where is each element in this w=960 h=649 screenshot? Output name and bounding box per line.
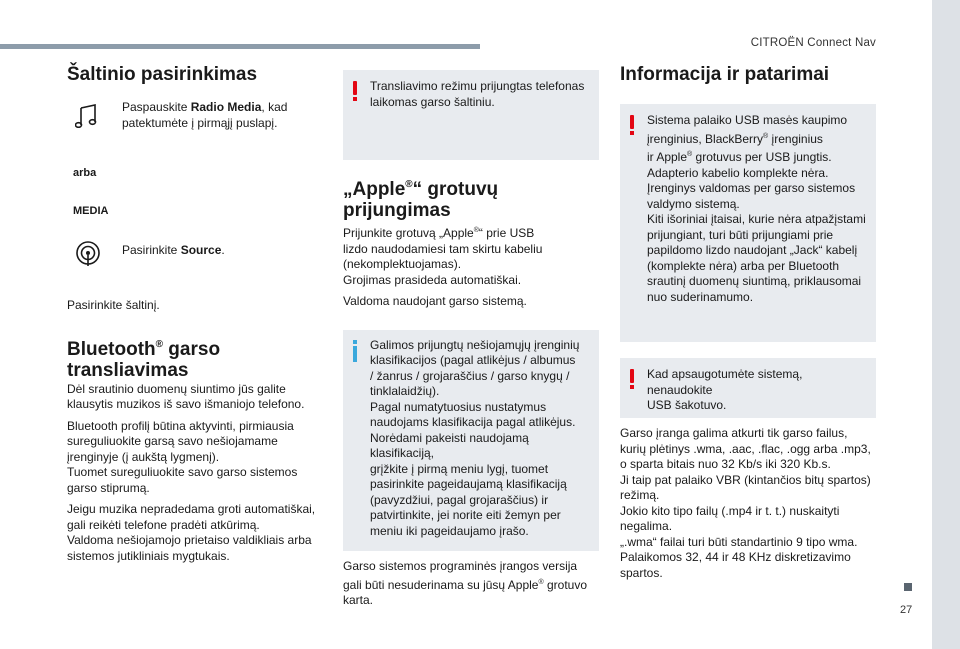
warning-box-hub bbox=[620, 358, 876, 418]
formats-paragraph: Garso įranga galima atkurti tik garso failus, kurių plėtinys .wma, .aac, .flac, .ogg arba .mp3, o sparta bitais nuo 32 Kb/s iki 320 Kb.s. Ji taip pat palaiko VBR (kintančios bitų spartos) režimą. Jokio kito tipo failų (.mp4 ir t. t.) nuskaityti negalima. „.wma“ failai turi būti standartinio 9 tipo wma. Palaikomos 32, 44 ir 48 KHz diskretizavimo spartos. bbox=[620, 426, 871, 580]
radio-media-step bbox=[67, 100, 325, 142]
heading-info-tips: Informacija ir patarimai bbox=[620, 64, 830, 85]
source-step bbox=[67, 240, 325, 276]
info-icon bbox=[349, 340, 361, 362]
radio-media-text: Paspauskite Radio Media, kad patektumėte į pirmąjį puslapį. bbox=[122, 100, 288, 130]
heading-source-selection: Šaltinio pasirinkimas bbox=[67, 64, 258, 85]
page-number: 27 bbox=[900, 604, 913, 616]
header-rule bbox=[0, 44, 480, 49]
or-label: arba bbox=[73, 167, 97, 179]
warning-usb-text: Sistema palaiko USB masės kaupimo įrenginius, BlackBerry® įrenginius ir Apple® grotuvus per USB jungtis. Adapterio kabelio komplekte nėra. Įrenginys valdomas per garso sistemos valdymo sistemą. Kiti išoriniai įtaisai, kurie nėra atpažįstami prijungiant, turi būti prijungiami prie papildomo lizdo naudojant „Jack“ kabelį (komplekte nėra) arba per Bluetooth srautinį duomenų siuntimą, priklausomai nuo suderinamumo. bbox=[647, 113, 866, 304]
warning-box-streaming bbox=[343, 70, 599, 160]
heading-bluetooth: Bluetooth® garso transliavimas bbox=[67, 338, 221, 381]
bluetooth-paragraph-3: Jeigu muzika nepradedama groti automatiškai, gali reikėti telefone pradėti atkūrimą. Valdoma nešiojamojo prietaiso valdikliais arba sistemos jutikliniais mygtukais. bbox=[67, 502, 316, 563]
warning-icon bbox=[626, 369, 638, 389]
apple-paragraph-2: Valdoma naudojant garso sistemą. bbox=[343, 294, 527, 308]
continue-marker bbox=[904, 583, 912, 591]
warning-icon bbox=[349, 81, 361, 101]
info-classification-text: Galimos prijungtų nešiojamųjų įrenginių klasifikacijos (pagal atlikėjus / albumus / žanrus / grojaraščius / garso knygų / tinklalaidžių). Pagal numatytuosius nustatymus naudojams klasifikacija pagal atlikėjus. Norėdami pakeisti naudojamą klasifikaciją, grįžkite į pirmą meniu lygį, tuomet pasirinkite pageidaujamą klasifikaciją (pavyzdžiui, pagal grojaraščius) ir patvirtinkite, jei norite eiti žemyn per meniu iki pageidaujamo įrašo. bbox=[370, 337, 580, 538]
bluetooth-paragraph-2: Bluetooth profilį būtina aktyvinti, pirmiausia sureguliuokite garsą savo nešiojamame įrenginyje (į aukštą lygmenį). Tuomet sureguliuokite savo garso sistemos garso stiprumą. bbox=[67, 418, 298, 495]
running-header: CITROËN Connect Nav bbox=[750, 37, 876, 49]
column-left bbox=[67, 64, 325, 564]
apple-paragraph-1: Prijunkite grotuvą „Apple®“ prie USB lizdo naudodamiesi tam skirtu kabeliu (nekomplektuojamas). Grojimas prasideda automatiškai. bbox=[343, 226, 543, 287]
column-right bbox=[620, 64, 876, 581]
music-note-icon bbox=[75, 104, 97, 128]
info-box-classification bbox=[343, 330, 599, 552]
column-middle bbox=[343, 70, 599, 609]
heading-apple: „Apple®“ grotuvų prijungimas bbox=[343, 179, 499, 221]
radio-waves-icon bbox=[75, 240, 101, 266]
warning-box-usb bbox=[620, 104, 876, 342]
warning-icon bbox=[626, 115, 638, 135]
apple-paragraph-3: Garso sistemos programinės įrangos versija gali būti nesuderinama su jūsų Apple® grotuvo karta. bbox=[343, 559, 587, 607]
warning-hub-text: Kad apsaugotumėte sistemą, nenaudokite USB šakotuvo. bbox=[647, 367, 803, 412]
source-text: Pasirinkite Source. bbox=[122, 243, 225, 257]
page-edge-tab bbox=[932, 0, 960, 649]
select-source-text: Pasirinkite šaltinį. bbox=[67, 298, 160, 312]
warning-streaming-text: Transliavimo režimu prijungtas telefonas laikomas garso šaltiniu. bbox=[370, 79, 585, 109]
media-label: MEDIA bbox=[73, 204, 109, 217]
bluetooth-paragraph-1: Dėl srautinio duomenų siuntimo jūs galite klausytis muzikos iš savo išmaniojo telefono. bbox=[67, 381, 305, 411]
